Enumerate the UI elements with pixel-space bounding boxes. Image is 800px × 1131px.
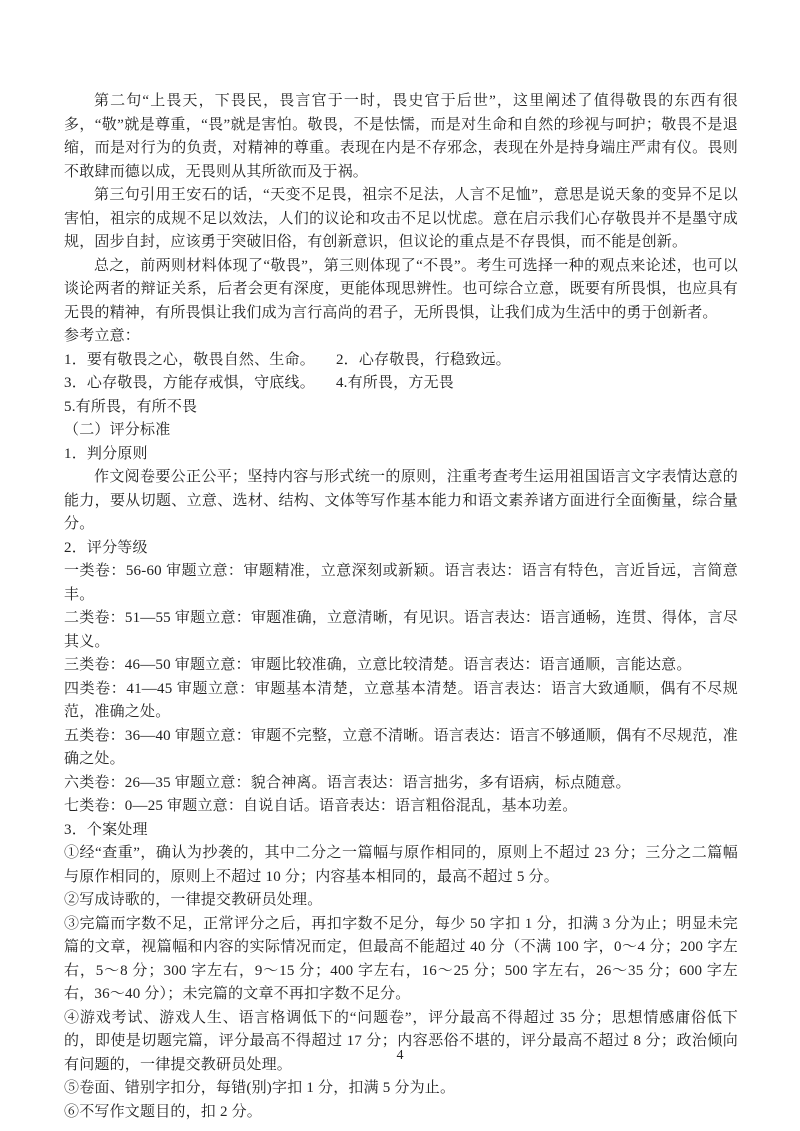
principle-heading: 1．判分原则	[64, 445, 148, 462]
case-item-3: ③完篇而字数不足，正常评分之后，再扣字数不足分，每少 50 字扣 1 分，扣满 3 分为止；明显未完篇的文章，视篇幅和内容的实际情况而定，但最高不能超过 40 分（不满 100 字，0～4 分；200 字左右，5～8 分；300 字左右，9～15 分；400 字左右，16～25 分；500 字左右，26～35 分；600 字左右，36～40 分）；未完篇的文章不再扣字数不足分。	[64, 915, 738, 1002]
case-item-5: ⑤卷面、错别字扣分，每错(别)字扣 1 分，扣满 5 分为止。	[64, 1080, 456, 1096]
cases-heading: 3．个案处理	[64, 821, 148, 838]
grade-level-1: 一类卷：56-60 审题立意：审题精准，立意深刻或新颖。语言表达：语言有特色，言近旨远，言简意丰。	[64, 563, 738, 603]
analysis-paragraph-2: 第三句引用王安石的话，“天变不足畏，祖宗不足法，人言不足恤”，意思是说天象的变异不足以害怕，祖宗的成规不足以效法，人们的议论和攻击不足以忧虑。意在启示我们心存敬畏并不是墨守成规，固步自封，应该勇于突破旧俗，有创新意识，但议论的重点是不存畏惧，而不能是创新。	[64, 187, 738, 250]
analysis-paragraph-1: 第二句“上畏天，下畏民，畏言官于一时，畏史官于后世”，这里阐述了值得敬畏的东西有很多，“敬”就是尊重，“畏”就是害怕。敬畏，不是怯懦，而是对生命和自然的珍视与呵护；敬畏不是退缩，而是对行为的负责，对精神的尊重。表现在内是不存邪念，表现在外是持身端庄严肃有仪。畏则不敢肆而德以成，无畏则从其所欲而及于祸。	[64, 93, 738, 180]
scoring-standard-heading: （二）评分标准	[64, 422, 171, 438]
principle-text: 作文阅卷要公正公平；坚持内容与形式统一的原则，注重考查考生运用祖国语言文字表情达意的能力，要从切题、立意、选材、结构、文体等写作基本能力和语文素养诸方面进行全面衡量，综合量分。	[64, 469, 738, 532]
grade-level-2: 二类卷：51—55 审题立意：审题准确，立意清晰，有见识。语言表达：语言通畅，连贯、得体，言尽其义。	[64, 610, 738, 650]
grade-level-6: 六类卷：26—35 审题立意：貌合神离。语言表达：语言拙劣，多有语病，标点随意。	[64, 774, 631, 791]
reference-item-2: 2．心存敬畏，行稳致远。	[335, 351, 511, 368]
reference-item-5: 5.有所畏，有所不畏	[64, 398, 198, 415]
case-item-2: ②写成诗歌的，一律提交教研员处理。	[64, 892, 323, 908]
document-body	[64, 90, 738, 1124]
grade-level-5: 五类卷：36—40 审题立意：审题不完整，立意不清晰。语言表达：语言不够通顺，偶有不尽规范，准确之处。	[64, 727, 738, 767]
case-item-6: ⑥不写作文题目的，扣 2 分。	[64, 1103, 263, 1120]
case-item-1: ①经“查重”，确认为抄袭的，其中二分之一篇幅与原作相同的，原则上不超过 23 分；三分之二篇幅与原作相同的，原则上不超过 10 分；内容基本相同的，最高不超过 5 分。	[64, 845, 738, 885]
page-number: 4	[396, 1048, 404, 1063]
grades-heading: 2．评分等级	[64, 539, 148, 556]
grade-level-3: 三类卷：46—50 审题立意：审题比较准确，立意比较清楚。语言表达：语言通顺，言能达意。	[64, 657, 692, 673]
reference-item-1: 1．要有敬畏之心，敬畏自然、生命。	[64, 351, 315, 368]
analysis-paragraph-3: 总之，前两则材料体现了“敬畏”，第三则体现了“不畏”。考生可选择一种的观点来论述，也可以谈论两者的辩证关系，后者会更有深度，更能体现思辨性。也可综合立意，既要有所畏惧，也应具有无畏的精神，有所畏惧让我们成为言行高尚的君子，无所畏惧，让我们成为生活中的勇于创新者。	[64, 257, 738, 321]
reference-ideas-label: 参考立意：	[64, 328, 141, 344]
grade-level-4: 四类卷：41—45 审题立意：审题基本清楚，立意基本清楚。语言表达：语言大致通顺，偶有不尽规范，准确之处。	[64, 680, 738, 720]
reference-ideas-row-1	[64, 349, 738, 373]
reference-ideas-row-2	[64, 372, 738, 396]
grade-level-7: 七类卷：0—25 审题立意：自说自话。语音表达：语言粗俗混乱，基本功差。	[64, 798, 578, 814]
reference-item-3: 3．心存敬畏，方能存戒惧，守底线。	[64, 375, 315, 391]
case-item-4: ④游戏考试、游戏人生、语言格调低下的“问题卷”，评分最高不得超过 35 分；思想情感庸俗低下的，即使是切题完篇，评分最高不得超过 17 分；内容恶俗不堪的，评分最高不超过 8 分；政治倾向有问题的，一律提交教研员处理。	[64, 1009, 738, 1073]
reference-item-4: 4.有所畏，方无畏	[335, 375, 455, 391]
